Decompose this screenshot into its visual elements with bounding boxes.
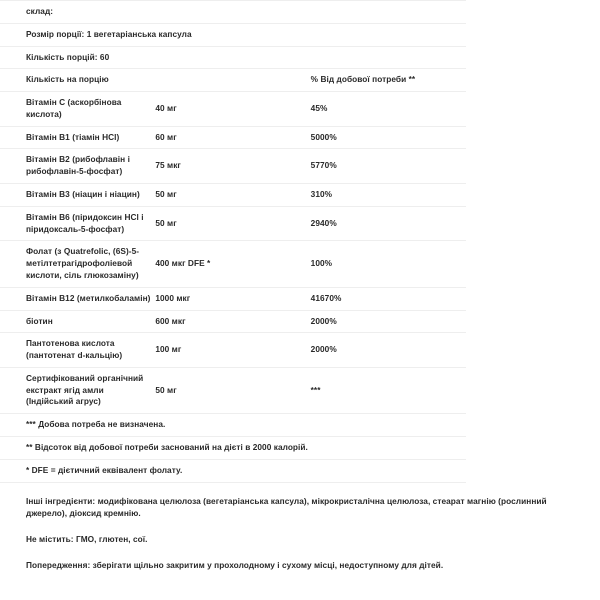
table-row bbox=[0, 126, 466, 149]
nutrient-daily-value: 41670% bbox=[310, 292, 342, 303]
table-row bbox=[0, 92, 466, 127]
nutrient-name: Сертифікований органічний екстракт ягід амли (Індійський агрус) bbox=[26, 372, 144, 407]
footnote-dfe: * DFE = дієтичний еквівалент фолату. bbox=[26, 464, 183, 475]
nutrient-amount: 60 мг bbox=[155, 131, 177, 142]
warning-text: Попередження: зберігати щільно закритим у прохолодному і сухому місці, недоступному для дітей. bbox=[26, 560, 444, 571]
table-row bbox=[0, 241, 466, 287]
nutrient-name: Вітамін C (аскорбінова кислота) bbox=[26, 97, 122, 119]
footer-notes bbox=[0, 495, 600, 572]
table-row bbox=[0, 184, 466, 207]
table-row bbox=[0, 287, 466, 310]
nutrient-amount: 1000 мкг bbox=[155, 292, 191, 303]
panel-heading: склад: bbox=[26, 6, 54, 16]
table-row bbox=[0, 310, 466, 333]
nutrient-amount: 50 мг bbox=[155, 384, 177, 395]
serving-size-text: Розмір порції: 1 вегетаріанська капсула bbox=[26, 28, 192, 39]
nutrient-name: Фолат (з Quatrefolic, (6S)-5-метілтетрагідрофоліевой кислоти, сіль глюкозаміну) bbox=[26, 246, 140, 280]
nutrient-daily-value: 2940% bbox=[310, 217, 337, 228]
nutrient-name: Вітамін B12 (метилкобаламін) bbox=[26, 292, 151, 303]
nutrient-name: Вітамін B1 (тіамін HCl) bbox=[26, 131, 120, 142]
nutrient-daily-value: 2000% bbox=[310, 344, 337, 355]
nutrient-amount: 100 мг bbox=[155, 344, 182, 355]
nutrient-daily-value: 45% bbox=[310, 103, 328, 114]
nutrient-amount: 75 мкг bbox=[155, 160, 181, 171]
table-row bbox=[0, 149, 466, 184]
table-row-heading bbox=[0, 1, 466, 24]
table-row-serving-size bbox=[0, 23, 466, 46]
nutrient-amount: 40 мг bbox=[155, 103, 177, 114]
nutrient-amount: 600 мкг bbox=[155, 315, 186, 326]
nutrient-daily-value: 100% bbox=[310, 258, 333, 269]
servings-per-container-text: Кількість порцій: 60 bbox=[26, 51, 110, 62]
nutrient-name: Пантотенова кислота (пантотенат d-кальцію) bbox=[26, 338, 123, 361]
other-ingredients-text: Інші інгредієнти: модифікована целюлоза (вегетаріанська капсула), мікрокристалічна целюлоза, стеарат магнію (рослинний джерело), діоксид кремнію. bbox=[26, 495, 547, 519]
nutrient-daily-value: 2000% bbox=[310, 315, 337, 326]
nutrient-amount: 400 мкг DFE * bbox=[155, 258, 211, 269]
table-header-row bbox=[0, 69, 466, 92]
table-row-servings-per-container bbox=[0, 46, 466, 69]
free-from-text: Не містить: ГМО, глютен, сої. bbox=[26, 534, 148, 545]
section-divider bbox=[0, 482, 466, 483]
nutrient-daily-value: 5770% bbox=[310, 160, 337, 171]
nutrient-daily-value: *** bbox=[310, 384, 321, 395]
column-header-amount-per-serving: Кількість на порцію bbox=[26, 74, 109, 85]
table-row-footnote bbox=[0, 436, 466, 459]
column-header-daily-value: % Від добової потреби ** bbox=[310, 74, 416, 85]
table-row bbox=[0, 367, 466, 413]
nutrient-amount: 50 мг bbox=[155, 189, 177, 200]
table-row-footnote bbox=[0, 414, 466, 437]
column-header-amount bbox=[155, 69, 310, 92]
footnote-no-daily-value: *** Добова потреба не визначена. bbox=[26, 419, 166, 430]
nutrient-name: біотин bbox=[26, 315, 53, 326]
table-row bbox=[0, 206, 466, 241]
nutrient-name: Вітамін B3 (ніацин і ніацин) bbox=[26, 189, 140, 200]
table-row-footnote bbox=[0, 459, 466, 481]
nutrient-amount: 50 мг bbox=[155, 217, 177, 228]
nutrient-daily-value: 310% bbox=[310, 189, 333, 200]
footnote-percent-daily-value: ** Відсоток від добової потреби заснований на дієті в 2000 калорій. bbox=[26, 441, 308, 452]
table-row bbox=[0, 333, 466, 368]
nutrient-daily-value: 5000% bbox=[310, 131, 337, 142]
nutrient-name: Вітамін B2 (рибофлавін і рибофлавін-5-фосфат) bbox=[26, 154, 130, 177]
nutrient-name: Вітамін B6 (піридоксин HCl і піридоксаль-5-фосфат) bbox=[26, 211, 144, 234]
